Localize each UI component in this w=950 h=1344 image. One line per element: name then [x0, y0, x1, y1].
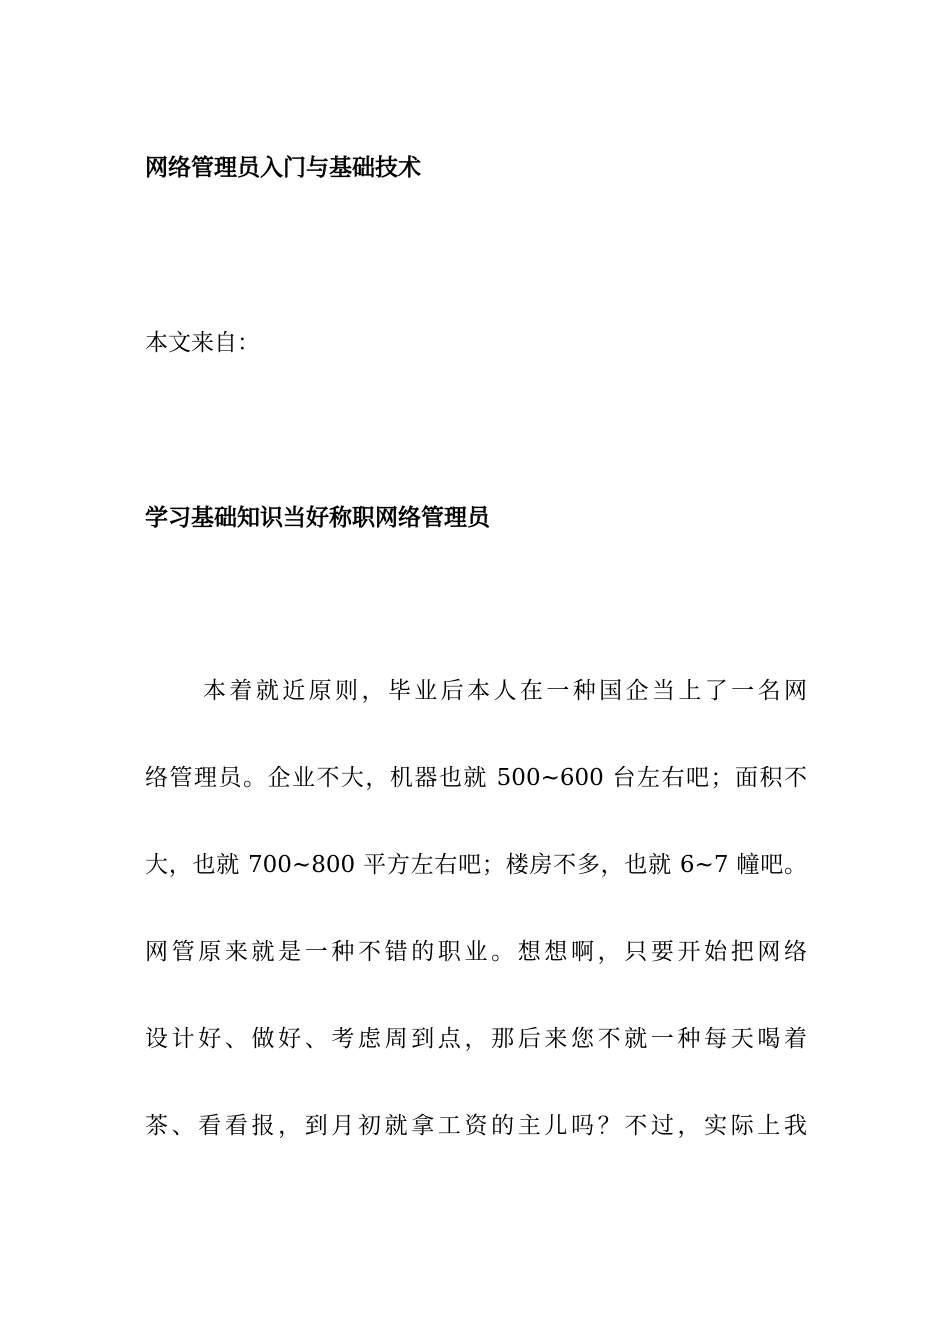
paragraph-line: 茶、看看报，到月初就拿工资的主儿吗？不过，实际上我 [145, 1113, 807, 1139]
paragraph-line: 本着就近原则，毕业后本人在一种国企当上了一名网 [203, 678, 807, 704]
paragraph-line: 设计好、做好、考虑周到点，那后来您不就一种每天喝着 [145, 1026, 807, 1052]
paragraph-line: 大，也就 700~800 平方左右吧；楼房不多，也就 6~7 幢吧。 [145, 852, 807, 878]
paragraph-line: 网管原来就是一种不错的职业。想想啊，只要开始把网络 [145, 939, 807, 965]
paragraph-line: 络管理员。企业不大，机器也就 500~600 台左右吧；面积不 [145, 765, 807, 791]
document-title: 网络管理员入门与基础技术 [145, 154, 421, 181]
source-label: 本文来自： [145, 330, 260, 356]
section-heading: 学习基础知识当好称职网络管理员 [145, 504, 490, 531]
